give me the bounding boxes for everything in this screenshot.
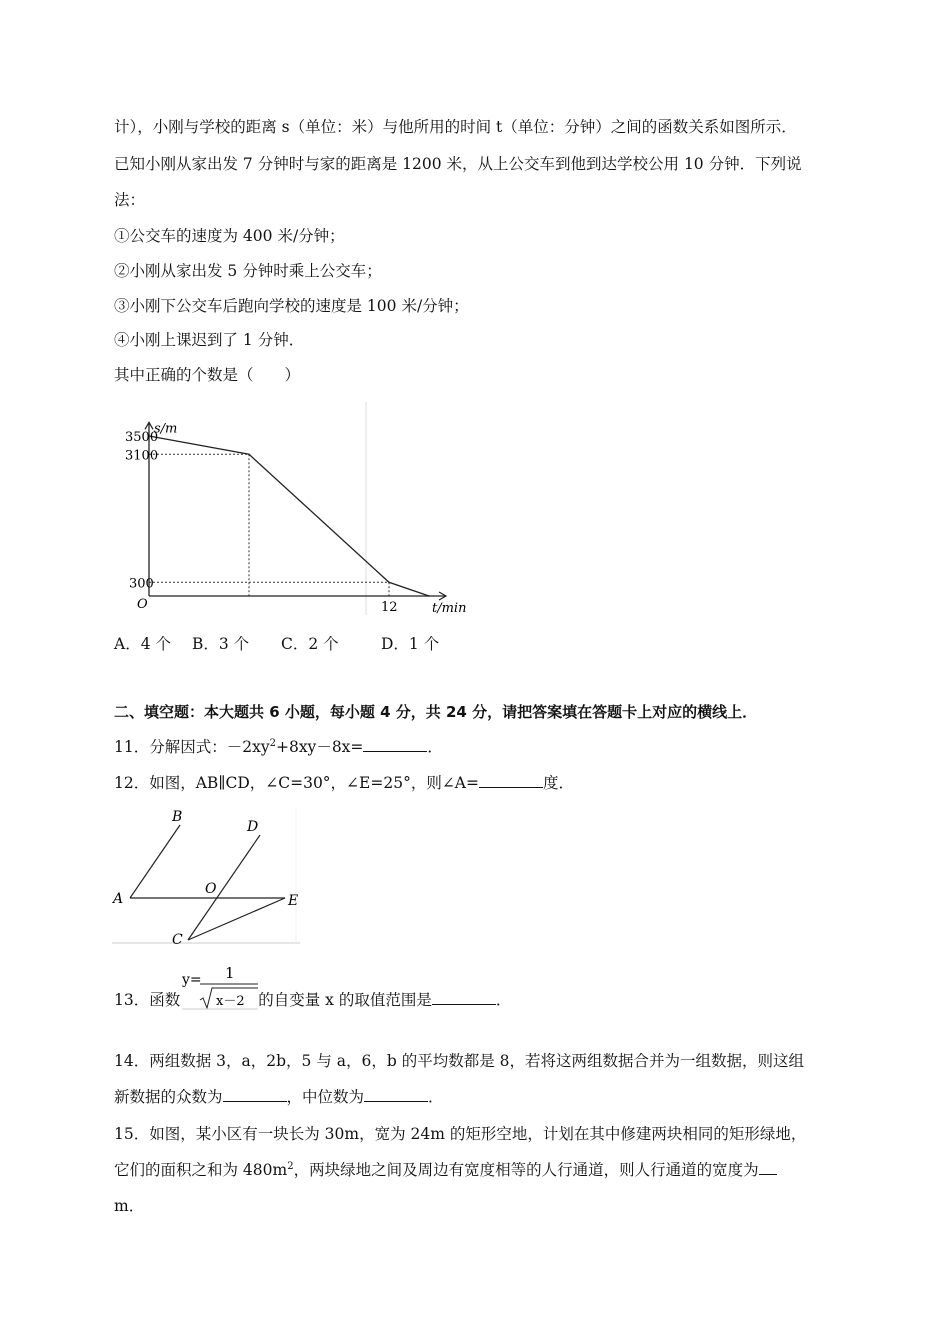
series-line-s <box>149 436 429 596</box>
q10-intro-line2: 已知小刚从家出发 7 分钟时与家的距离是 1200 米，从上公交车到他到达学校公用 10 分钟．下列说 <box>114 155 802 173</box>
q12-label-a: A <box>113 891 124 907</box>
q12-answer-blank[interactable] <box>479 773 543 788</box>
q11-prefix: 11．分解因式：－2xy <box>114 738 270 756</box>
q14-mode-blank[interactable] <box>223 1087 287 1102</box>
q12-end: 度． <box>543 774 575 792</box>
q11-end: ． <box>427 738 443 756</box>
q15-answer-blank[interactable] <box>759 1160 777 1175</box>
q10-statement-1: ①公交车的速度为 400 米/分钟； <box>114 227 345 245</box>
q13-formula-lhs: y= <box>182 972 202 988</box>
q13-prefix: 13．函数 <box>114 991 181 1009</box>
q12 <box>114 773 574 793</box>
y-tick-3100: 3100 <box>125 448 159 464</box>
x-axis-label: t/min <box>432 601 467 616</box>
q14-median-label: ，中位数为 <box>286 1088 365 1106</box>
q13-suffix: 的自变量 x 的取值范围是 <box>258 991 432 1009</box>
q10-statement-4: ④小刚上课迟到了 1 分钟． <box>114 331 305 349</box>
data-point-0-3 <box>428 595 430 597</box>
y-tick-300: 300 <box>129 576 154 592</box>
q12-label-b: B <box>172 809 183 825</box>
q12-label-d: D <box>247 819 259 835</box>
q14-line1: 14．两组数据 3，a，2b，5 与 a，6，b 的平均数都是 8，若将这两组数据合并为一组数据，则这组 <box>114 1052 804 1070</box>
data-point-0-1 <box>248 453 250 455</box>
q15-line2-end: ，两块绿地之间及周边有宽度相等的人行通道，则人行通道的宽度为 <box>293 1161 759 1179</box>
option-b[interactable]: B．3 个 <box>192 635 250 653</box>
distance-time-chart <box>112 400 467 618</box>
q12-label-e: E <box>288 893 299 909</box>
q14-median-blank[interactable] <box>364 1087 428 1102</box>
q15-line3: m． <box>114 1197 145 1215</box>
y-axis-label: s/m <box>154 421 178 437</box>
section2-header: 二、填空题：本大题共 6 小题，每小题 4 分，共 24 分，请把答案填在答题卡上对应的横线上． <box>114 703 758 721</box>
q13-answer-blank[interactable] <box>432 990 496 1005</box>
option-a[interactable]: A．4 个 <box>114 635 171 653</box>
q15-line1: 15．如图，某小区有一块长为 30m，宽为 24m 的矩形空地，计划在其中修建两块相同的矩形绿地， <box>114 1125 807 1143</box>
q14-line2 <box>114 1087 444 1107</box>
q10-question: 其中正确的个数是（ ） <box>114 366 301 384</box>
x-tick-12: 12 <box>381 600 398 615</box>
q10-statement-2: ②小刚从家出发 5 分钟时乘上公交车； <box>114 262 382 280</box>
q11-answer-blank[interactable] <box>363 737 427 752</box>
option-c[interactable]: C．2 个 <box>281 635 339 653</box>
q14-end: ． <box>428 1088 444 1106</box>
q13-formula-numerator: 1 <box>225 964 235 982</box>
q12-geometry-figure <box>110 805 305 947</box>
q11 <box>114 737 443 757</box>
q15-line2 <box>114 1160 777 1180</box>
q10-statement-3: ③小刚下公交车后跑向学校的速度是 100 米/分钟； <box>114 297 469 315</box>
q12-label-c: C <box>172 932 183 948</box>
q12-label-o: O <box>205 881 217 897</box>
q10-intro-line1: 计），小刚与学校的距离 s（单位：米）与他所用的时间 t（单位：分钟）之间的函数关系如图所示． <box>114 118 797 136</box>
q13 <box>114 990 511 1010</box>
q11-suffix: +8xy－8x= <box>275 738 364 756</box>
y-tick-3500: 3500 <box>125 430 159 445</box>
q10-intro-line3: 法： <box>114 191 146 209</box>
q15-line2-start: 它们的面积之和为 480m <box>114 1161 288 1179</box>
option-d[interactable]: D．1 个 <box>381 635 440 653</box>
q14-mode-label: 新数据的众数为 <box>114 1088 223 1106</box>
origin-label: O <box>137 597 148 612</box>
q13-formula-denominator: x－2 <box>216 994 245 1009</box>
q12-text: 12．如图，AB∥CD，∠C=30°，∠E=25°，则∠A= <box>114 774 479 792</box>
data-point-0-2 <box>388 581 390 583</box>
q13-end: ． <box>495 991 512 1009</box>
q13-formula <box>180 962 260 1012</box>
q15-exponent: 2 <box>287 1160 294 1172</box>
q11-exponent: 2 <box>269 737 276 749</box>
